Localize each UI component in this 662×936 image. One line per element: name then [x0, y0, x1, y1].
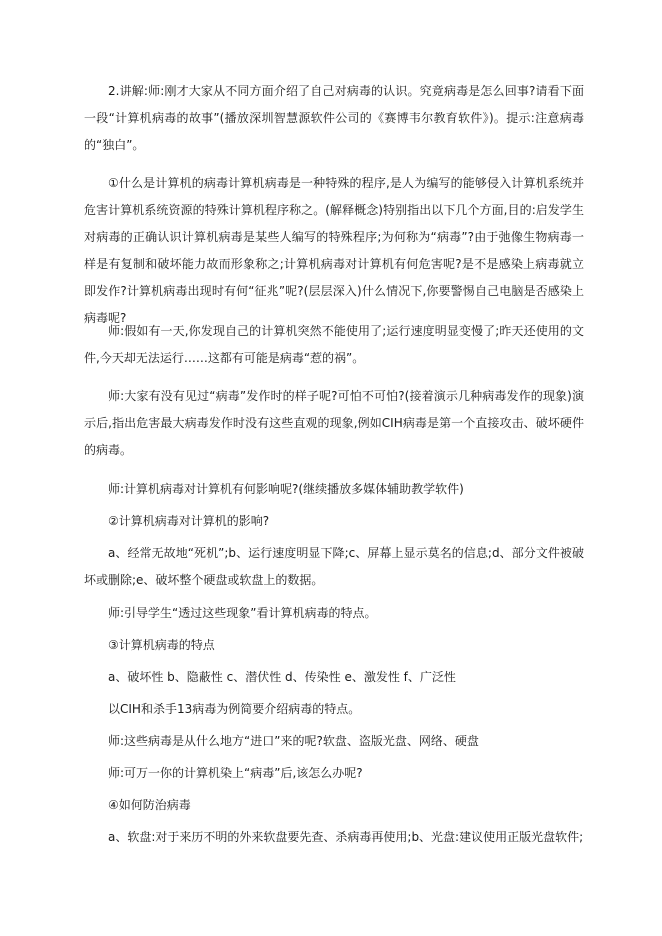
- heading-virus-impact: ②计算机病毒对计算机的影响?: [108, 514, 270, 528]
- paragraph-teacher-symptoms: 师:假如有一天,你发现自己的计算机突然不能使用了;运行速度明显变慢了;昨天还使用的文件,今天却无法运行……这都有可能是病毒“惹的祸”。: [84, 324, 584, 365]
- paragraph-what-is-virus: ①什么是计算机的病毒计算机病毒是一种特殊的程序,是人为编写的能够侵入计算机系统并危害计算机系统资源的特殊计算机程序称之。(解释概念)特别指出以下几个方面,目的:启发学生对病毒的正确认识计算机病毒是某些人编写的特殊程序;为何称为“病毒”?由于弛像生物病毒一样是有复制和破坏能力故而形象称之;计算机病毒对计算机有何危害呢?是不是感染上病毒就立即发作?计算机病毒出现时有何“征兆”呢?(层层深入)什么情况下,你要警惕自己电脑是否感染上病毒呢?: [84, 176, 584, 325]
- paragraph-prevention-list: a、软盘:对于来历不明的外来软盘要先查、杀病毒再使用;b、光盘:建议使用正版光盘软件;: [108, 830, 584, 844]
- paragraph-cih-example: 以CIH和杀手13病毒为例简要介绍病毒的特点。: [108, 702, 361, 716]
- heading-virus-features: ③计算机病毒的特点: [108, 638, 215, 652]
- paragraph-teacher-impact-question: 师:计算机病毒对计算机有何影响呢?(继续播放多媒体辅助教学软件): [108, 482, 464, 496]
- paragraph-teacher-guide: 师:引导学生“透过这些现象”看计算机病毒的特点。: [108, 606, 377, 620]
- paragraph-impact-list: a、经常无故地“死机”;b、运行速度明显下降;c、屏幕上显示莫名的信息;d、部分文件被破坏或删除;e、破坏整个硬盘或软盘上的数据。: [84, 546, 584, 587]
- heading-prevention: ④如何防治病毒: [108, 798, 191, 812]
- paragraph-teacher-demo: 师:大家有没有见过“病毒”发作时的样子呢?可怕不可怕?(接着演示几种病毒发作的现象)演示后,指出危害最大病毒发作时没有这些直观的现象,例如CIH病毒是第一个直接攻击、破坏硬件的病毒。: [84, 389, 584, 457]
- paragraph-what-to-do: 师:可万一你的计算机染上“病毒”后,该怎么办呢?: [108, 766, 363, 780]
- paragraph-lecture-intro: 2.讲解:师:刚才大家从不同方面介绍了自己对病毒的认识。究竟病毒是怎么回事?请看下面一段“计算机病毒的故事”(播放深圳智慧源软件公司的《赛博韦尔教育软件》)。提示:注意病毒的“独白”。: [84, 84, 584, 152]
- paragraph-features-list: a、破坏性 b、隐蔽性 c、潜伏性 d、传染性 e、激发性 f、广泛性: [108, 670, 456, 684]
- paragraph-virus-sources: 师:这些病毒是从什么地方“进口”来的呢?软盘、盗版光盘、网络、硬盘: [108, 734, 479, 748]
